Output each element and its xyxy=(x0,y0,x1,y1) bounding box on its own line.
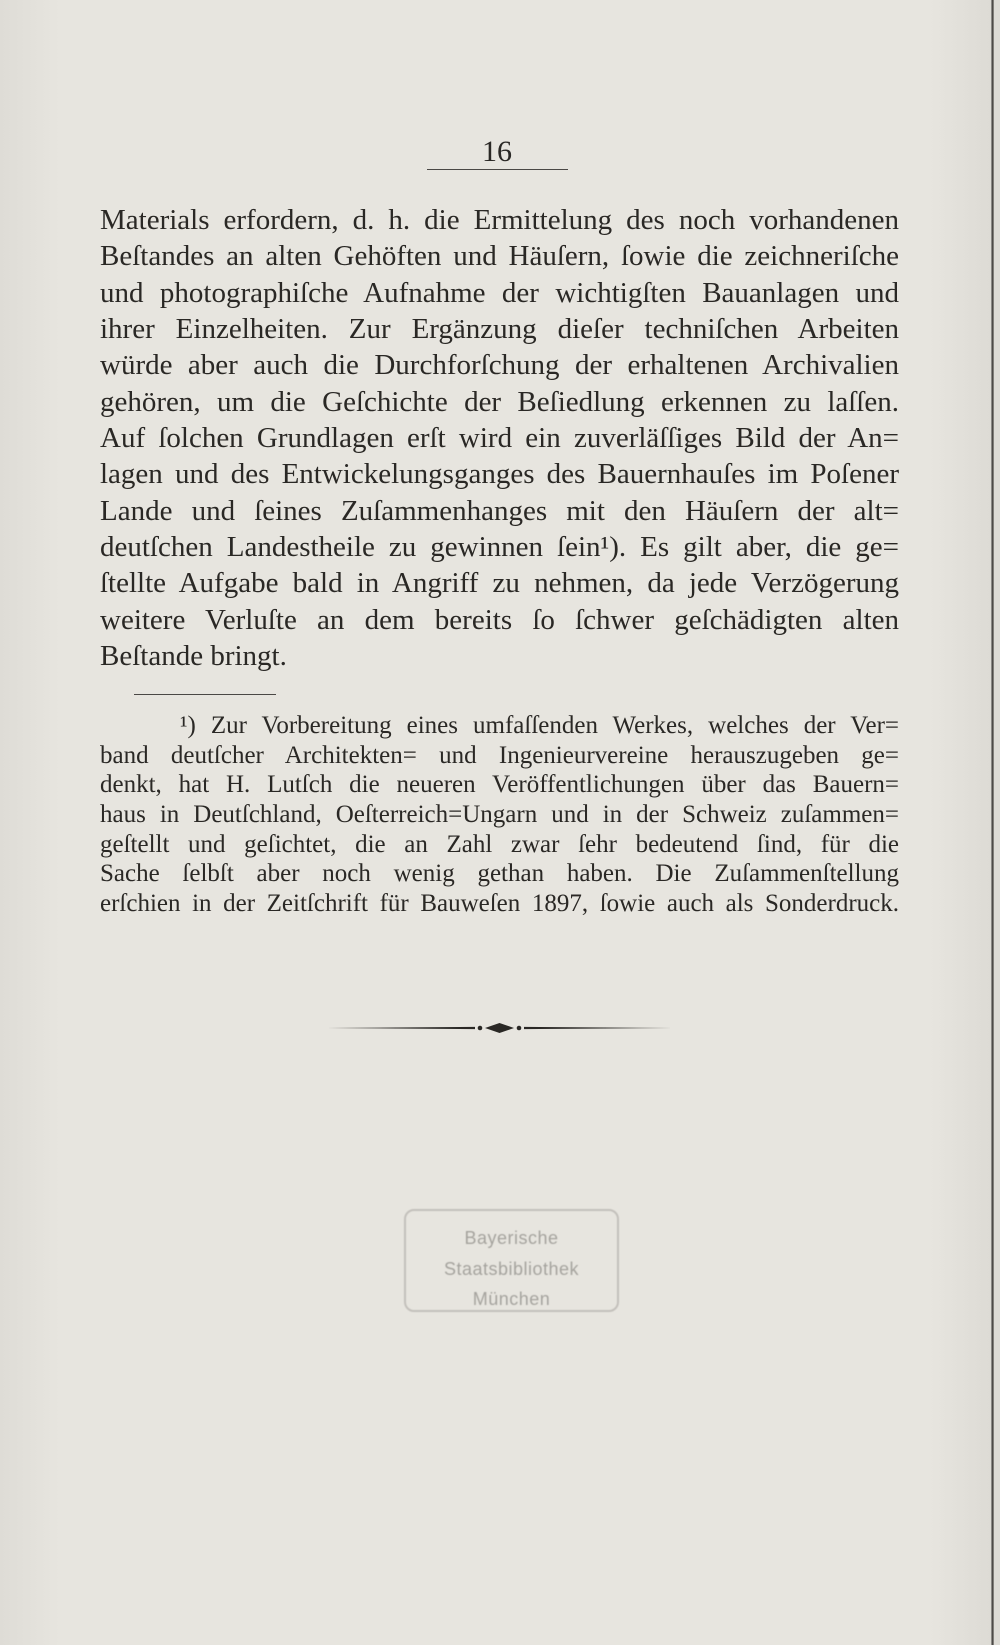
page-edge xyxy=(991,0,994,1645)
footnote-line: haus in Deutſchland, Oeſterreich=Ungarn und in der Schweiz zuſammen= xyxy=(100,800,899,828)
body-line: weitere Verluſte an dem bereits ſo ſchwer geſchädigten alten xyxy=(100,603,899,636)
header-rule xyxy=(427,169,568,170)
page-number: 16 xyxy=(482,135,512,168)
ornament-diamond xyxy=(485,1023,514,1033)
ornament-dot-right xyxy=(517,1026,522,1031)
body-paragraph xyxy=(100,202,899,674)
footnote-line: ¹) Zur Vorbereitung eines umfaſſenden Werkes, welches der Ver= xyxy=(180,712,899,739)
footnote-line: geſtellt und geſichtet, die an Zahl zwar ſehr bedeutend ſind, für die xyxy=(100,830,899,858)
body-line: Beſtande bringt. xyxy=(100,639,287,672)
stamp-line: Bayerische xyxy=(464,1228,559,1248)
body-line: deutſchen Landestheile zu gewinnen ſein¹). Es gilt aber, die ge= xyxy=(100,530,899,563)
library-stamp xyxy=(404,1209,619,1312)
footnote xyxy=(100,711,899,919)
body-line: Materials erfordern, d. h. die Ermittelung des noch vorhandenen xyxy=(100,204,899,236)
footnote-line: band deutſcher Architekten= und Ingenieurvereine herauszugeben ge= xyxy=(100,741,899,769)
stamp-line: Staatsbibliothek xyxy=(443,1258,580,1279)
ornament-dot-left xyxy=(478,1026,483,1031)
ornament-divider xyxy=(327,1018,672,1038)
footnote-line: erſchien in der Zeitſchrift für Bauweſen 1897, ſowie auch als Sonderdruck. xyxy=(100,889,899,917)
ornament-line-right xyxy=(524,1027,672,1029)
body-line: und photographiſche Aufnahme der wichtigſten Bauanlagen und xyxy=(100,276,899,309)
body-line: ſtellte Aufgabe bald in Angriff zu nehmen, da jede Verzögerung xyxy=(100,567,899,600)
body-line: Auf ſolchen Grundlagen erſt wird ein zuverläſſiges Bild der An= xyxy=(100,421,899,454)
ornament-line-left xyxy=(327,1027,475,1029)
footnote-line: denkt, hat H. Lutſch die neueren Veröffentlichungen über das Bauern= xyxy=(100,771,899,799)
body-line: gehören, um die Geſchichte der Beſiedlung erkennen zu laſſen. xyxy=(100,385,899,418)
stamp-line: München xyxy=(472,1289,551,1309)
body-line: Lande und ſeines Zuſammenhanges mit den Häuſern der alt= xyxy=(100,494,899,527)
body-line: Beſtandes an alten Gehöften und Häuſern, ſowie die zeichneriſche xyxy=(100,240,899,273)
body-line: lagen und des Entwickelungsganges des Bauernhauſes im Poſener xyxy=(100,458,899,491)
body-line: würde aber auch die Durchforſchung der erhaltenen Archivalien xyxy=(100,349,899,382)
body-line: ihrer Einzelheiten. Zur Ergänzung dieſer techniſchen Arbeiten xyxy=(100,312,899,345)
footnote-separator xyxy=(134,694,276,695)
footnote-line: Sache ſelbſt aber noch wenig gethan haben. Die Zuſammenſtellung xyxy=(100,860,899,888)
